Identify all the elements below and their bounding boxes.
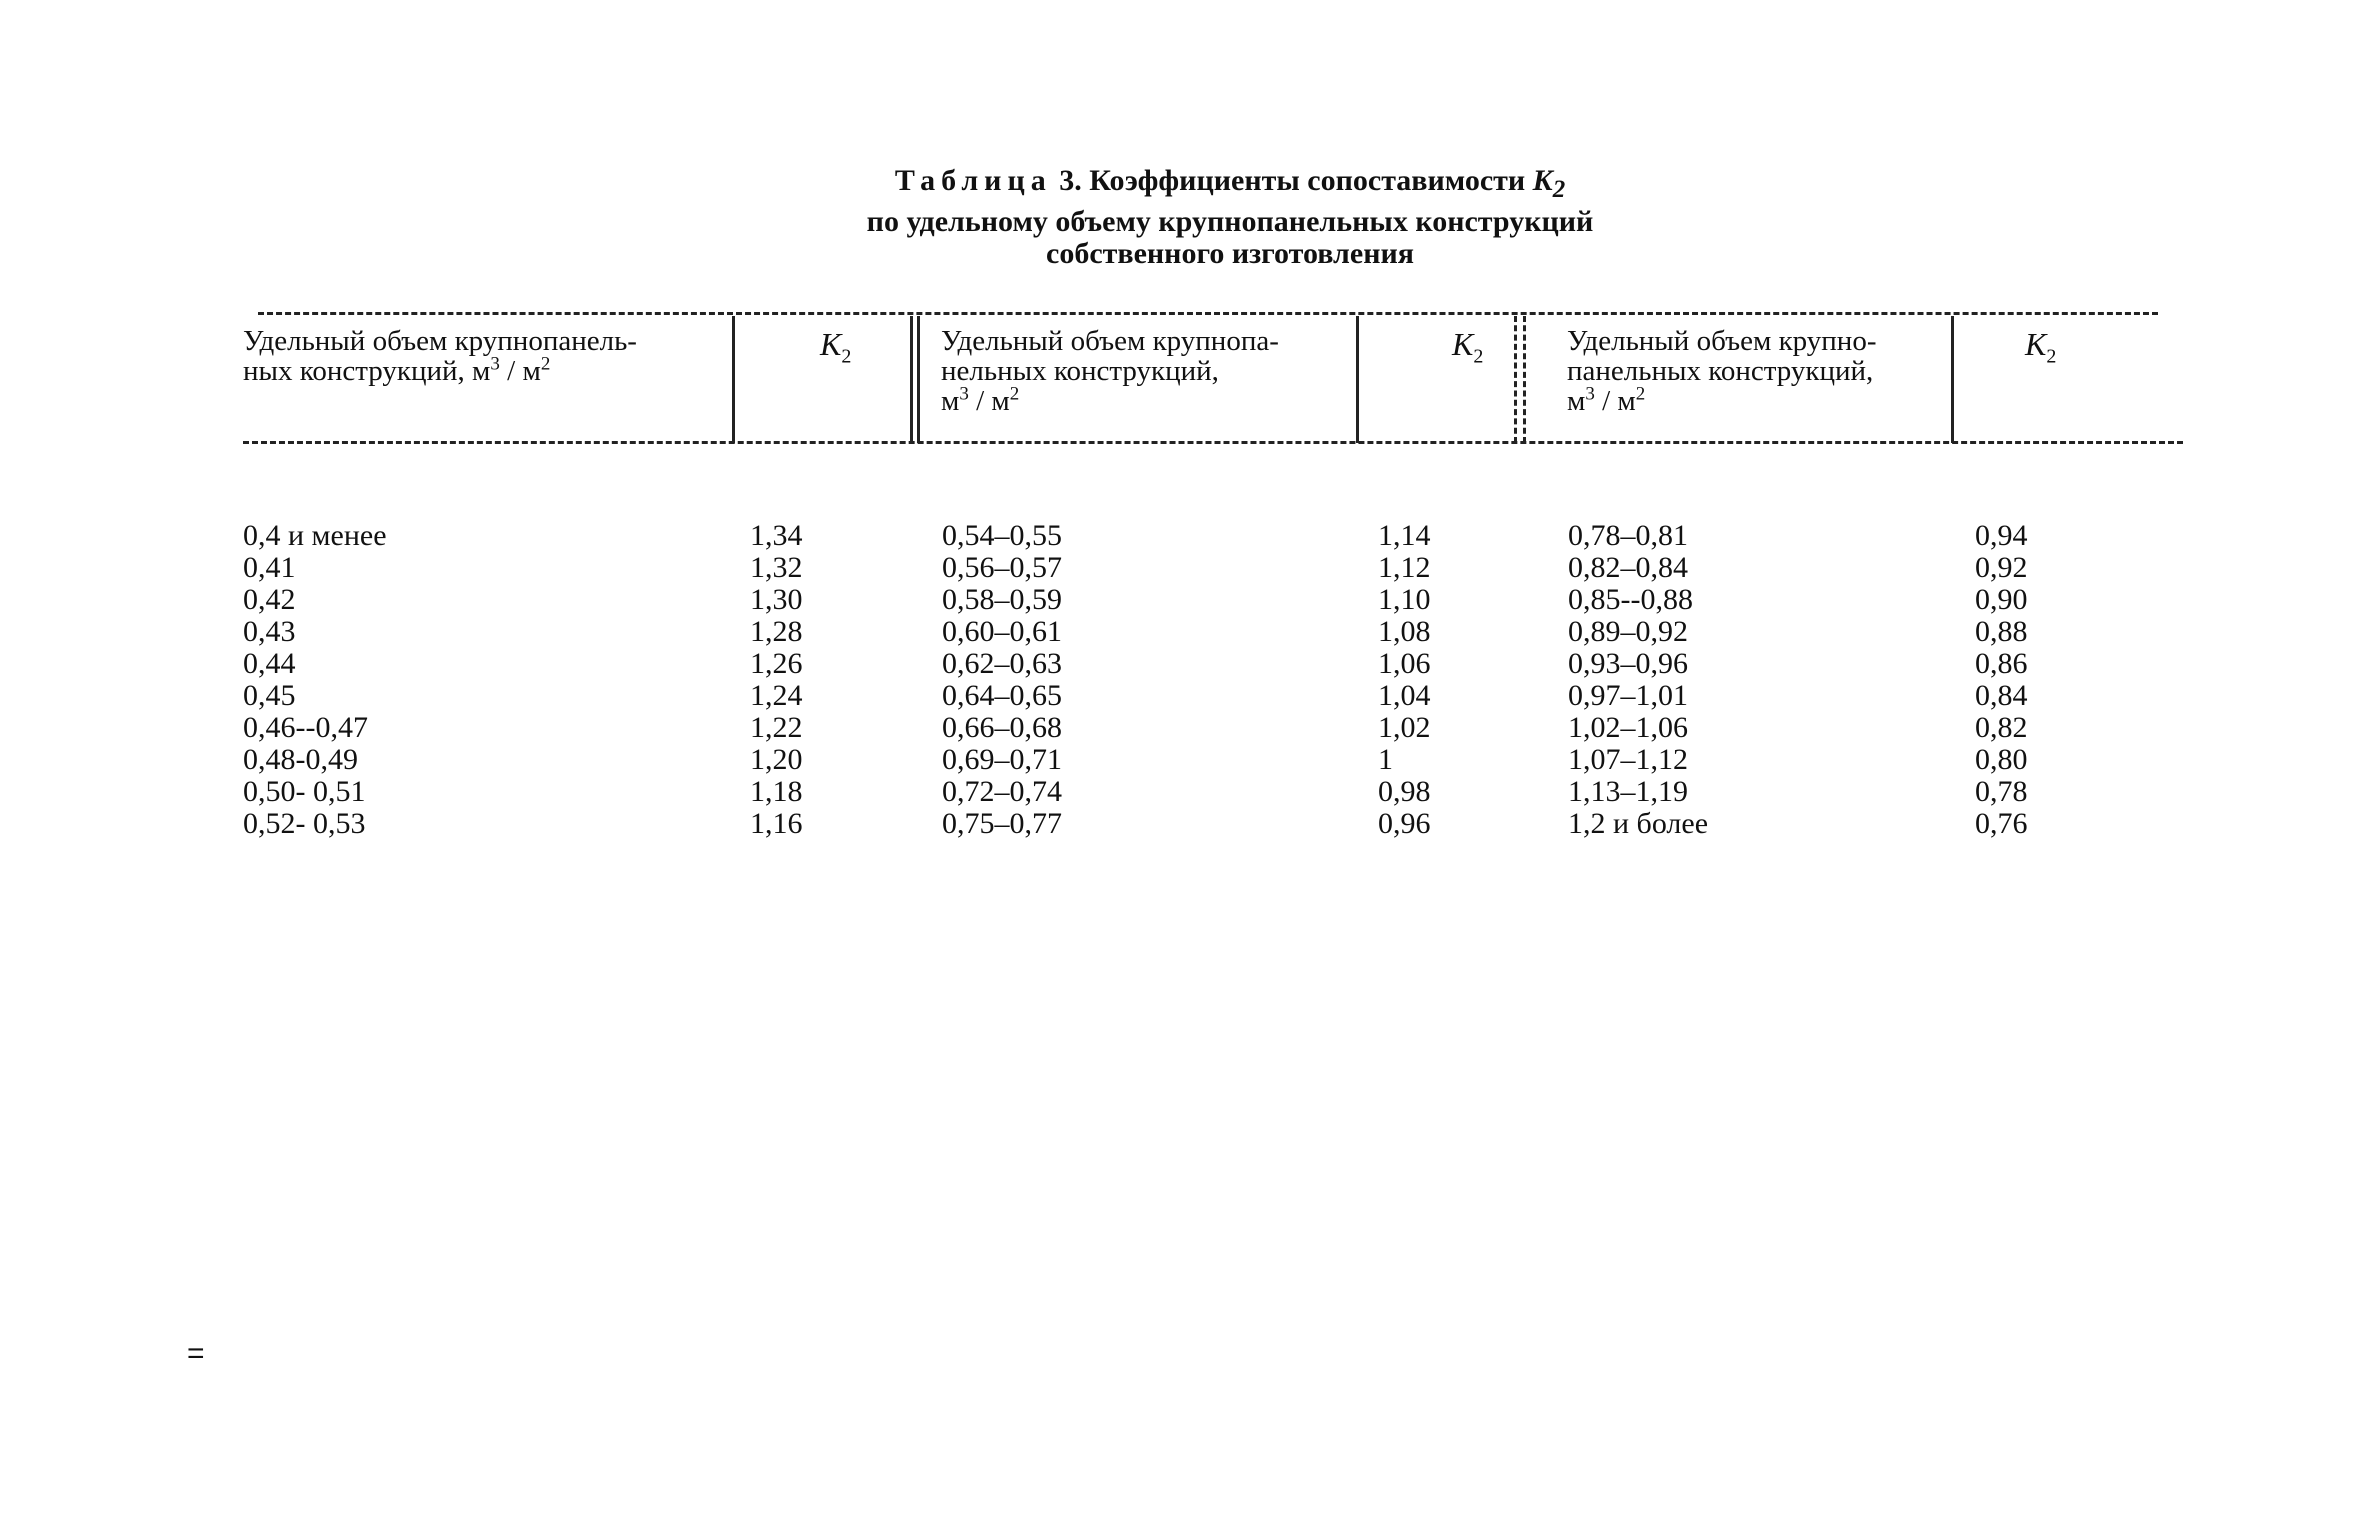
table-cell: 1,20 — [750, 743, 803, 776]
table-cell: 0,78–0,81 — [1568, 519, 1688, 552]
group-separator-1a — [910, 316, 913, 443]
column-k2-3 — [1975, 520, 2028, 840]
table-cell: 1 — [1378, 743, 1393, 776]
table-cell: 0,84 — [1975, 679, 2028, 712]
table-cell: 1,16 — [750, 807, 803, 840]
table-cell: 0,82 — [1975, 711, 2028, 744]
table-cell: 0,44 — [243, 647, 296, 680]
unit-sep: / м — [968, 385, 1010, 417]
header-volume-3-line3 — [1567, 383, 1876, 417]
title-k-letter: K — [1532, 164, 1553, 197]
table-cell: 0,72–0,74 — [942, 775, 1062, 808]
k-subscript: 2 — [841, 345, 852, 368]
header-k2-2 — [1452, 326, 1483, 368]
unit-sep: / м — [499, 355, 541, 387]
table-cell: 1,24 — [750, 679, 803, 712]
table-cell: 0,4 и менее — [243, 519, 387, 552]
k-subscript: 2 — [1473, 345, 1484, 368]
header-volume-3-line2: панельных конструкций, — [1567, 355, 1874, 387]
k-letter: K — [820, 326, 842, 362]
k-subscript: 2 — [2046, 345, 2057, 368]
table-cell: 0,85--0,88 — [1568, 583, 1693, 616]
header-bottom-rule — [243, 441, 2183, 444]
header-volume-2-unit: м — [941, 385, 960, 417]
header-volume-2-line2: нельных конструкций, — [941, 355, 1219, 387]
header-volume-2-line3 — [941, 383, 1279, 417]
table-cell: 1,04 — [1378, 679, 1431, 712]
table-cell: 0,82–0,84 — [1568, 551, 1688, 584]
table-cell: 1,10 — [1378, 583, 1431, 616]
table-cell: 0,48-0,49 — [243, 743, 358, 776]
col-separator-1 — [732, 316, 735, 443]
column-k2-2 — [1378, 520, 1431, 840]
table-cell: 0,89–0,92 — [1568, 615, 1688, 648]
unit-sup-3: 3 — [490, 353, 500, 375]
table-cell: 0,86 — [1975, 647, 2028, 680]
unit-sup-3: 3 — [1585, 383, 1595, 405]
table-cell: 0,78 — [1975, 775, 2028, 808]
table-cell: 0,75–0,77 — [942, 807, 1062, 840]
table-cell: 0,45 — [243, 679, 296, 712]
header-volume-2-line1: Удельный объем крупнопа- — [941, 325, 1279, 357]
header-volume-2 — [941, 326, 1279, 416]
table-cell: 1,30 — [750, 583, 803, 616]
table-cell: 0,58–0,59 — [942, 583, 1062, 616]
title-k2-symbol — [1532, 164, 1566, 203]
table-cell: 0,96 — [1378, 807, 1431, 840]
table-cell: 0,42 — [243, 583, 296, 616]
header-k2-1 — [820, 326, 851, 368]
table-cell: 1,13–1,19 — [1568, 775, 1688, 808]
table-cell: 0,88 — [1975, 615, 2028, 648]
header-volume-1 — [243, 326, 637, 386]
table-cell: 1,22 — [750, 711, 803, 744]
col-separator-2 — [1356, 316, 1359, 443]
title-text: 3. Коэффициенты сопоставимости — [1051, 164, 1533, 197]
table-cell: 0,98 — [1378, 775, 1431, 808]
table-cell: 0,69–0,71 — [942, 743, 1062, 776]
table-cell: 1,02 — [1378, 711, 1431, 744]
table-cell: 1,26 — [750, 647, 803, 680]
unit-sup-2: 2 — [540, 353, 551, 375]
header-volume-3 — [1567, 326, 1876, 416]
k-letter: K — [2025, 326, 2047, 362]
table-cell: 1,12 — [1378, 551, 1431, 584]
title-label: Таблица — [894, 164, 1052, 197]
title-line-3: собственного изготовления — [1046, 237, 1414, 270]
table-cell: 0,92 — [1975, 551, 2028, 584]
table-cell: 0,56–0,57 — [942, 551, 1062, 584]
table-cell: 0,52- 0,53 — [243, 807, 366, 840]
unit-sup-2: 2 — [1635, 383, 1646, 405]
column-k2-1 — [750, 520, 803, 840]
group-separator-1b — [917, 316, 920, 443]
table-cell: 1,32 — [750, 551, 803, 584]
table-cell: 1,14 — [1378, 519, 1431, 552]
table-cell: 1,28 — [750, 615, 803, 648]
header-volume-1-line1: Удельный объем крупнопанель- — [243, 325, 637, 357]
table-cell: 1,07–1,12 — [1568, 743, 1688, 776]
table-cell: 0,97–1,01 — [1568, 679, 1688, 712]
table-cell: 0,90 — [1975, 583, 2028, 616]
header-volume-1-text: ных конструкций, м — [243, 355, 491, 387]
table-cell: 1,08 — [1378, 615, 1431, 648]
table-cell: 0,50- 0,51 — [243, 775, 366, 808]
table-cell: 0,80 — [1975, 743, 2028, 776]
header-volume-3-unit: м — [1567, 385, 1586, 417]
unit-sup-2: 2 — [1009, 383, 1020, 405]
table-cell: 0,66–0,68 — [942, 711, 1062, 744]
header-volume-3-line1: Удельный объем крупно- — [1567, 325, 1877, 357]
table-cell: 1,34 — [750, 519, 803, 552]
table-cell: 0,93–0,96 — [1568, 647, 1688, 680]
table-title — [0, 165, 2362, 270]
table-cell: 0,62–0,63 — [942, 647, 1062, 680]
column-volume-3 — [1568, 520, 1708, 840]
table-cell: 1,18 — [750, 775, 803, 808]
table-cell: 0,64–0,65 — [942, 679, 1062, 712]
table-cell: 0,76 — [1975, 807, 2028, 840]
page-mark: = — [187, 1337, 205, 1370]
table-cell: 0,43 — [243, 615, 296, 648]
column-volume-2 — [942, 520, 1062, 840]
header-k2-3 — [2025, 326, 2056, 368]
unit-sep: / м — [1594, 385, 1636, 417]
table-cell: 0,94 — [1975, 519, 2028, 552]
table-cell: 1,02–1,06 — [1568, 711, 1688, 744]
column-volume-1 — [243, 520, 387, 840]
table-cell: 0,54–0,55 — [942, 519, 1062, 552]
k-letter: K — [1452, 326, 1474, 362]
table-cell: 1,06 — [1378, 647, 1431, 680]
title-k-subscript: 2 — [1552, 176, 1566, 203]
group-separator-2a — [1514, 316, 1517, 443]
header-top-rule — [258, 312, 2158, 315]
table-cell: 0,41 — [243, 551, 296, 584]
table-cell: 1,2 и более — [1568, 807, 1709, 840]
unit-sup-3: 3 — [959, 383, 969, 405]
table-cell: 0,60–0,61 — [942, 615, 1062, 648]
title-line-1 — [0, 165, 2362, 206]
title-line-2: по удельному объему крупнопанельных конструкций — [866, 205, 1594, 238]
col-separator-3 — [1951, 316, 1954, 443]
table-cell: 0,46--0,47 — [243, 711, 368, 744]
header-volume-1-line2 — [243, 353, 637, 387]
group-separator-2b — [1523, 316, 1526, 443]
